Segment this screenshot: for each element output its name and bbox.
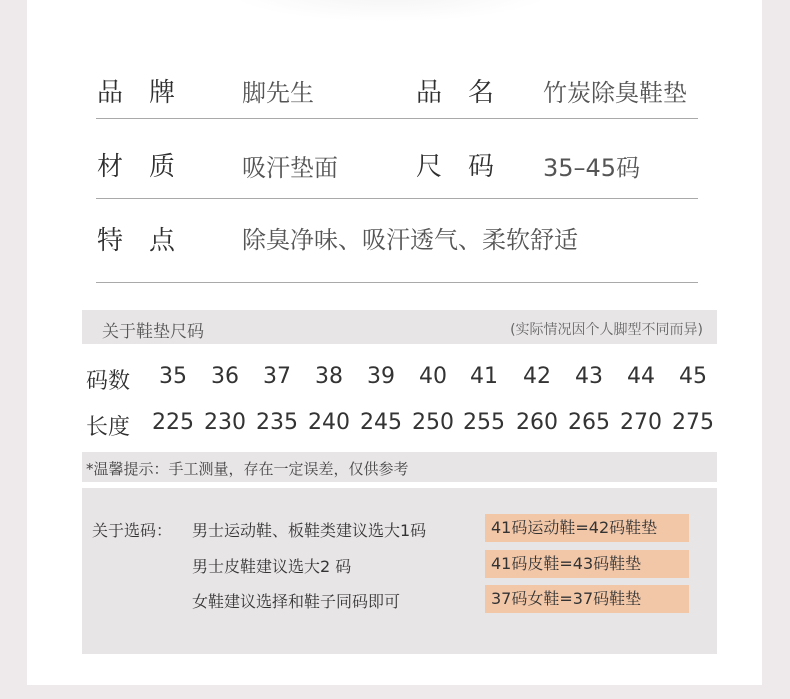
size-row-label: 码数 bbox=[86, 369, 131, 394]
product-name-value: 竹炭除臭鞋垫 bbox=[543, 79, 687, 107]
length-cell: 235 bbox=[256, 410, 298, 435]
advice-line: 女鞋建议选择和鞋子同码即可 bbox=[192, 592, 401, 611]
tip-bar bbox=[82, 452, 717, 482]
length-cell: 225 bbox=[152, 410, 194, 435]
length-cell: 230 bbox=[204, 410, 246, 435]
size-cell: 36 bbox=[211, 364, 239, 389]
length-cell: 265 bbox=[568, 410, 610, 435]
feature-value: 除臭净味、吸汗透气、柔软舒适 bbox=[242, 226, 578, 254]
advice-badge: 37码女鞋=37码鞋垫 bbox=[485, 585, 689, 613]
divider bbox=[96, 282, 698, 283]
advice-label: 关于选码： bbox=[92, 521, 173, 540]
advice-line: 男士皮鞋建议选大2 码 bbox=[192, 557, 352, 576]
size-cell: 43 bbox=[575, 364, 603, 389]
product-name-label: 品名 bbox=[416, 78, 521, 108]
length-cell: 260 bbox=[516, 410, 558, 435]
length-cell: 275 bbox=[672, 410, 714, 435]
size-cell: 37 bbox=[263, 364, 291, 389]
material-label: 材质 bbox=[97, 152, 202, 182]
length-cell: 255 bbox=[463, 410, 505, 435]
size-cell: 35 bbox=[159, 364, 187, 389]
divider bbox=[96, 118, 698, 119]
size-chart-note: (实际情况因个人脚型不同而异) bbox=[510, 322, 703, 338]
size-cell: 39 bbox=[367, 364, 395, 389]
size-cell: 38 bbox=[315, 364, 343, 389]
size-cell: 41 bbox=[470, 364, 498, 389]
advice-badge: 41码运动鞋=42码鞋垫 bbox=[485, 514, 689, 542]
feature-label: 特点 bbox=[97, 226, 202, 256]
size-chart-header bbox=[82, 310, 717, 344]
size-cell: 42 bbox=[523, 364, 551, 389]
size-advice-box bbox=[82, 488, 717, 654]
length-cell: 270 bbox=[620, 410, 662, 435]
size-cell: 45 bbox=[679, 364, 707, 389]
length-row-label: 长度 bbox=[86, 415, 131, 440]
size-label: 尺码 bbox=[416, 152, 521, 182]
size-cell: 44 bbox=[627, 364, 655, 389]
advice-line: 男士运动鞋、板鞋类建议选大1码 bbox=[192, 521, 427, 540]
size-chart-title: 关于鞋垫尺码 bbox=[102, 322, 204, 342]
advice-badge: 41码皮鞋=43码鞋垫 bbox=[485, 550, 689, 578]
length-cell: 250 bbox=[412, 410, 454, 435]
size-cell: 40 bbox=[419, 364, 447, 389]
material-value: 吸汗垫面 bbox=[242, 154, 338, 182]
length-cell: 240 bbox=[308, 410, 350, 435]
tip-text: *温馨提示：手工测量，存在一定误差，仅供参考 bbox=[86, 460, 409, 478]
size-value: 35–45码 bbox=[543, 154, 641, 182]
length-cell: 245 bbox=[360, 410, 402, 435]
brand-value: 脚先生 bbox=[242, 79, 314, 107]
divider bbox=[96, 198, 698, 199]
brand-label: 品牌 bbox=[97, 78, 202, 108]
